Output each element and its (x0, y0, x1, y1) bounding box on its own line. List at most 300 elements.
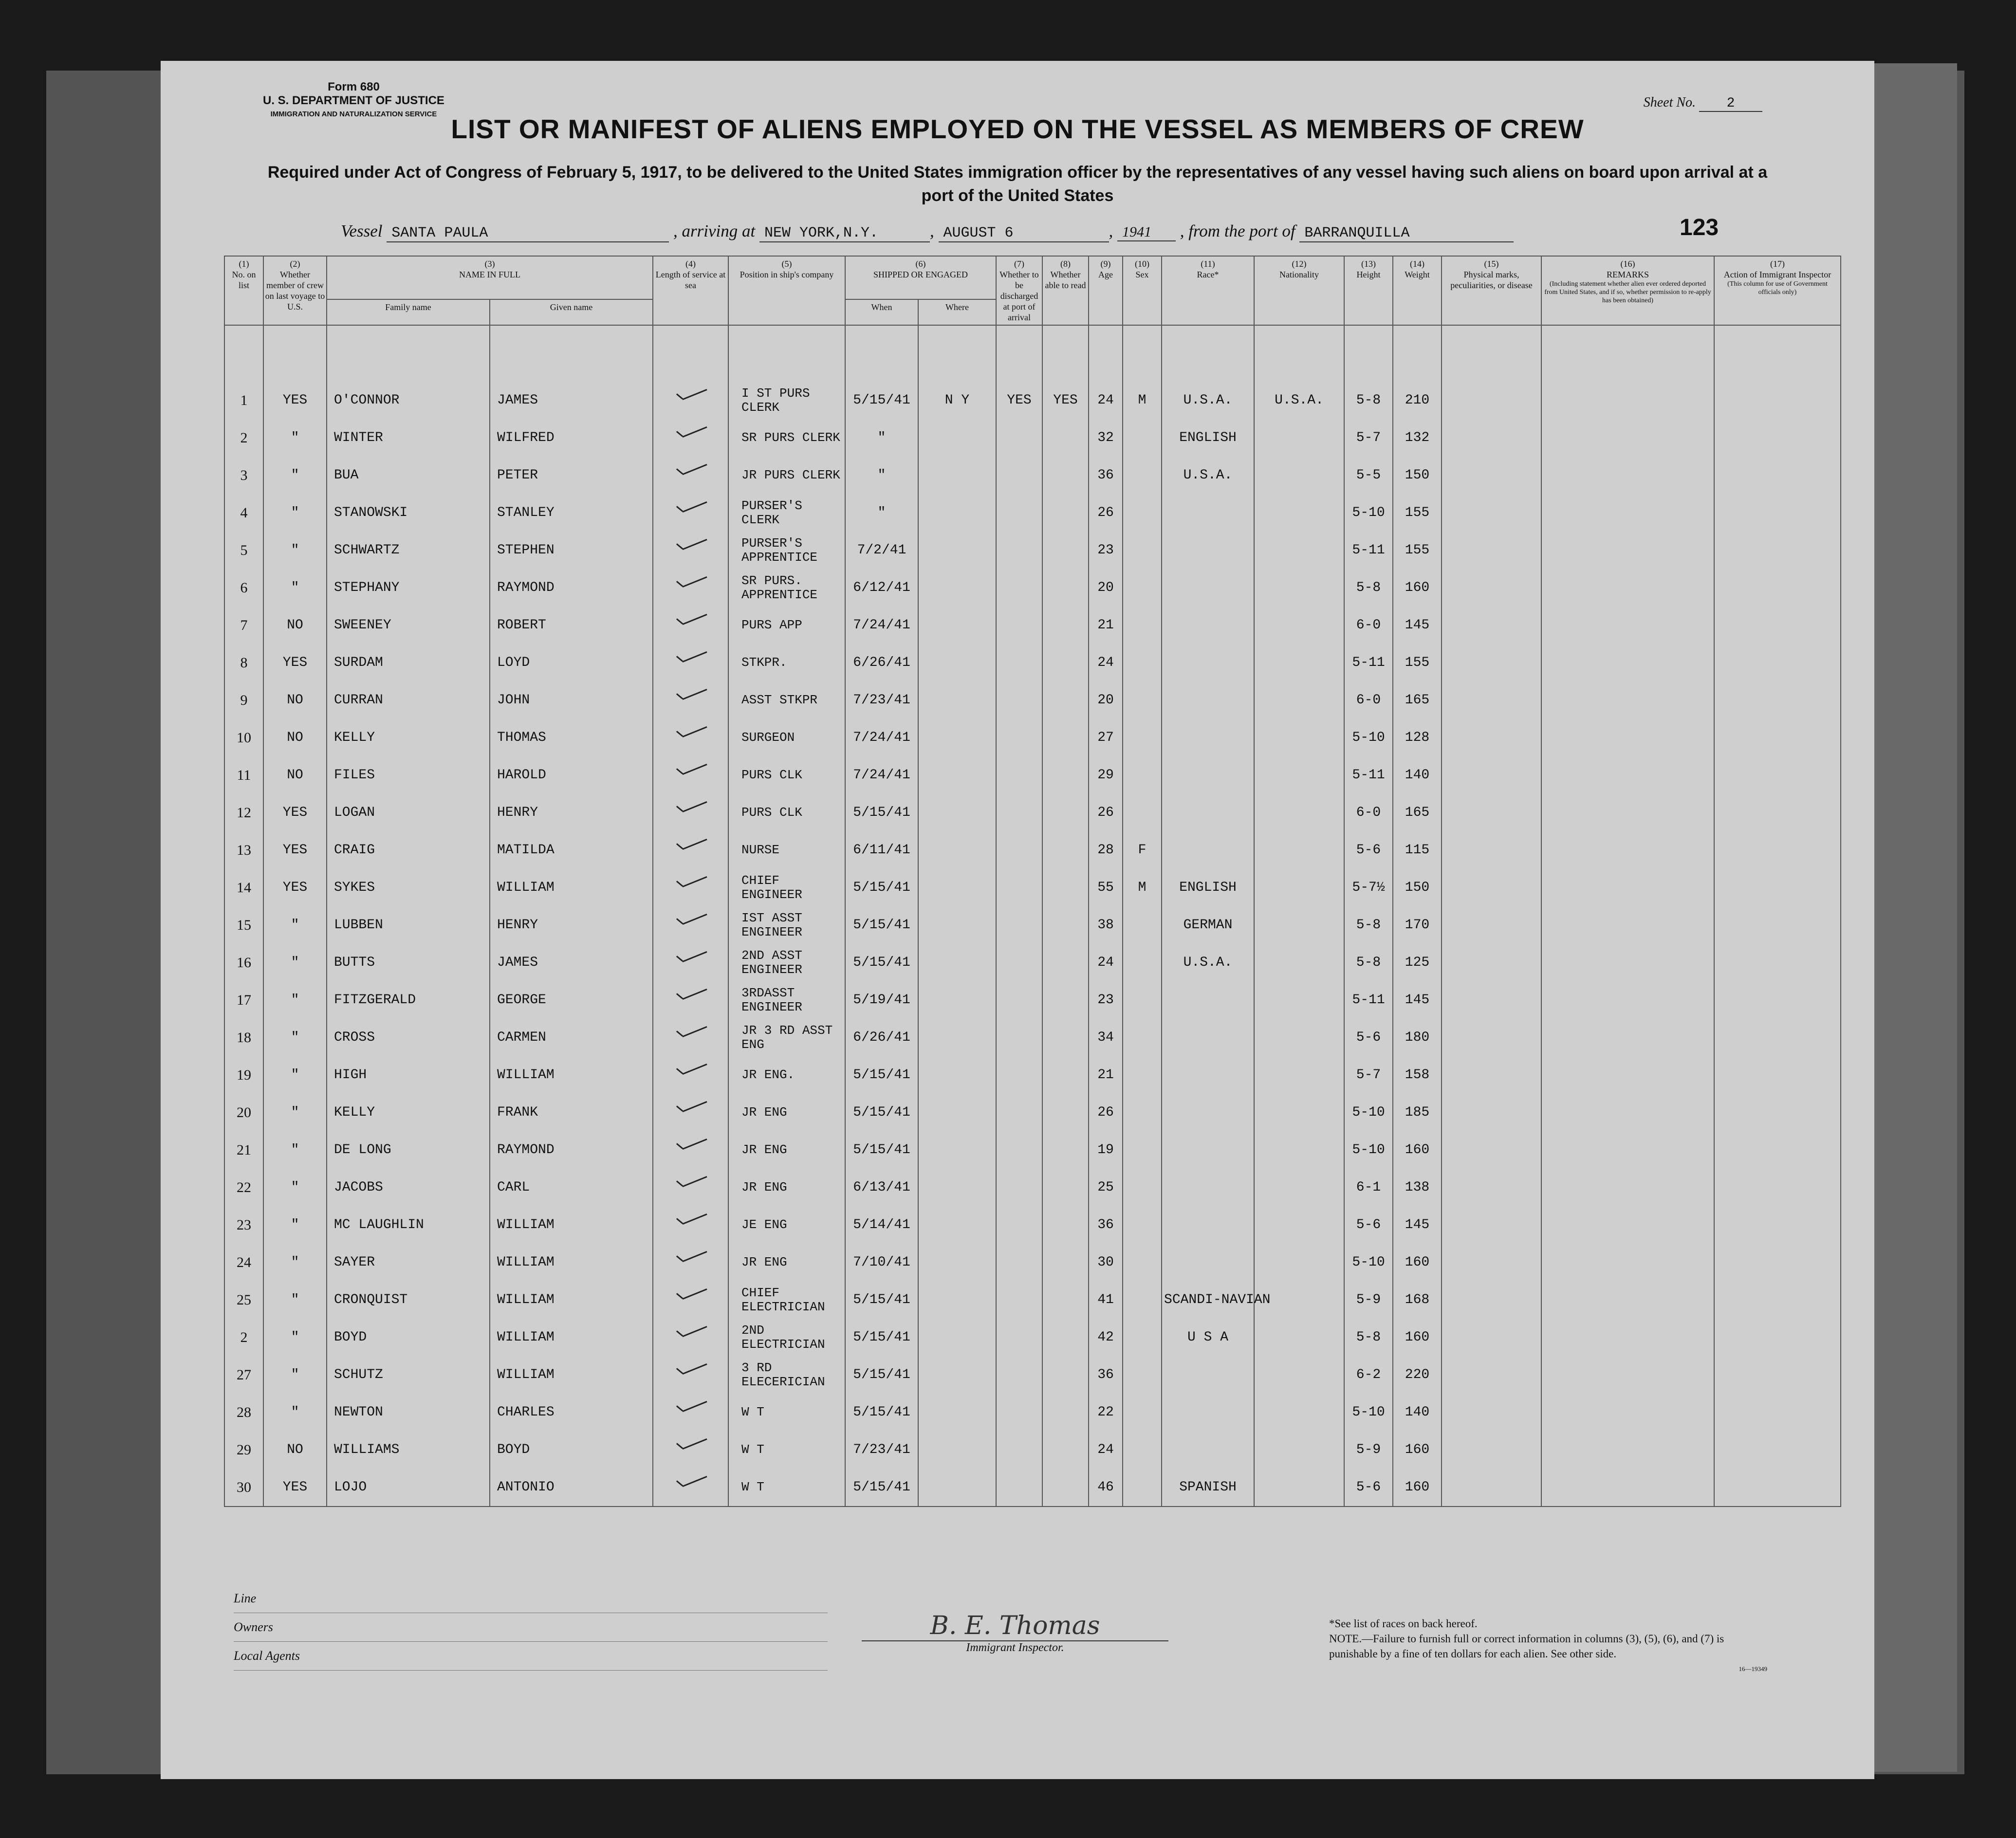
family-name: SYKES (327, 869, 490, 906)
sex (1123, 794, 1162, 831)
remarks (1541, 1094, 1714, 1131)
row-number: 24 (224, 1244, 263, 1281)
prev-voyage: " (263, 1244, 327, 1281)
row-number: 25 (224, 1281, 263, 1319)
height: 5-7½ (1344, 869, 1393, 906)
given-name: PETER (490, 457, 653, 494)
family-name: FITZGERALD (327, 981, 490, 1019)
weight: 145 (1393, 607, 1442, 644)
able-to-read (1042, 1056, 1089, 1094)
age: 21 (1089, 607, 1123, 644)
prev-voyage: " (263, 419, 327, 457)
remarks (1541, 1319, 1714, 1356)
inspector-action (1714, 906, 1841, 944)
race (1162, 494, 1254, 532)
service-check (653, 1356, 728, 1394)
service-check (653, 794, 728, 831)
able-to-read (1042, 981, 1089, 1019)
position: SR PURS. APPRENTICE (728, 569, 845, 607)
physical-marks (1442, 1131, 1541, 1169)
row-number: 23 (224, 1206, 263, 1244)
position: SURGEON (728, 719, 845, 756)
position: ASST STKPR (728, 681, 845, 719)
physical-marks (1442, 457, 1541, 494)
position: JR ENG. (728, 1056, 845, 1094)
shipped-where (918, 1019, 996, 1056)
race: ENGLISH (1162, 419, 1254, 457)
height: 5-10 (1344, 1131, 1393, 1169)
inspector-action (1714, 1281, 1841, 1319)
position: 3 RD ELECERICIAN (728, 1356, 845, 1394)
inspector-action (1714, 1169, 1841, 1206)
family-name: CURRAN (327, 681, 490, 719)
shipped-where (918, 607, 996, 644)
age: 20 (1089, 681, 1123, 719)
sex (1123, 644, 1162, 681)
race (1162, 719, 1254, 756)
position: SR PURS CLERK (728, 419, 845, 457)
shipped-where (918, 1469, 996, 1507)
crew-row (224, 944, 1841, 981)
service-check (653, 1431, 728, 1469)
position: JR ENG (728, 1169, 845, 1206)
weight: 160 (1393, 1431, 1442, 1469)
check-mark-icon (676, 768, 706, 778)
prev-voyage: " (263, 1094, 327, 1131)
family-name: SCHUTZ (327, 1356, 490, 1394)
crew-row (224, 1244, 1841, 1281)
shipped-where (918, 681, 996, 719)
shipped-where (918, 1319, 996, 1356)
remarks (1541, 1019, 1714, 1056)
weight: 210 (1393, 382, 1442, 419)
weight: 138 (1393, 1169, 1442, 1206)
race (1162, 532, 1254, 569)
age: 26 (1089, 494, 1123, 532)
family-name: CRAIG (327, 831, 490, 869)
shipped-where (918, 494, 996, 532)
shipped-where (918, 1244, 996, 1281)
crew-row (224, 1469, 1841, 1507)
discharge (996, 1431, 1042, 1469)
prev-voyage: " (263, 906, 327, 944)
weight: 140 (1393, 1394, 1442, 1431)
row-number: 4 (224, 494, 263, 532)
remarks (1541, 906, 1714, 944)
row-number: 19 (224, 1056, 263, 1094)
remarks (1541, 756, 1714, 794)
physical-marks (1442, 1431, 1541, 1469)
row-number: 16 (224, 944, 263, 981)
sex (1123, 569, 1162, 607)
given-name: WILLIAM (490, 869, 653, 906)
inspector-caption: Immigrant Inspector. (966, 1641, 1064, 1654)
service-check (653, 1019, 728, 1056)
crew-row (224, 419, 1841, 457)
check-mark-icon (676, 1105, 706, 1116)
sex (1123, 944, 1162, 981)
discharge (996, 1469, 1042, 1507)
race (1162, 1356, 1254, 1394)
family-name: SURDAM (327, 644, 490, 681)
age: 34 (1089, 1019, 1123, 1056)
nationality (1254, 794, 1344, 831)
crew-row (224, 1206, 1841, 1244)
age: 24 (1089, 1431, 1123, 1469)
inspector-action (1714, 1131, 1841, 1169)
weight: 150 (1393, 869, 1442, 906)
height: 5-8 (1344, 944, 1393, 981)
height: 5-10 (1344, 1394, 1393, 1431)
shipped-when: 6/11/41 (845, 831, 918, 869)
shipped-when: 7/24/41 (845, 719, 918, 756)
inspector-signature: B. E. Thomas (862, 1611, 1168, 1641)
height: 5-8 (1344, 382, 1393, 419)
age: 24 (1089, 382, 1123, 419)
race (1162, 1019, 1254, 1056)
service-check (653, 981, 728, 1019)
physical-marks (1442, 1056, 1541, 1094)
check-mark-icon (676, 993, 706, 1003)
remarks (1541, 1206, 1714, 1244)
nationality (1254, 419, 1344, 457)
races-note: *See list of races on back hereof. (1329, 1617, 1478, 1630)
col-position-header: (5) Position in ship's company (728, 256, 845, 325)
check-mark-icon (676, 693, 706, 703)
position: 3RDASST ENGINEER (728, 981, 845, 1019)
family-name: LOJO (327, 1469, 490, 1507)
col-remarks-header: (16) REMARKS (Including statement whether alien ever ordered deported from United States, and if so, whether permission to re-apply has been obtained) (1541, 256, 1714, 325)
col-nationality-header: (12) Nationality (1254, 256, 1344, 325)
age: 30 (1089, 1244, 1123, 1281)
weight: 165 (1393, 681, 1442, 719)
service-check (653, 831, 728, 869)
crew-row (224, 831, 1841, 869)
physical-marks (1442, 494, 1541, 532)
nationality (1254, 1206, 1344, 1244)
given-name: CHARLES (490, 1394, 653, 1431)
inspector-action (1714, 756, 1841, 794)
nationality (1254, 681, 1344, 719)
position: JE ENG (728, 1206, 845, 1244)
position: JR ENG (728, 1244, 845, 1281)
race (1162, 1056, 1254, 1094)
inspector-action (1714, 1469, 1841, 1507)
service-check (653, 607, 728, 644)
inspector-action (1714, 1206, 1841, 1244)
inspector-action (1714, 944, 1841, 981)
family-name: SAYER (327, 1244, 490, 1281)
manifest-sheet (161, 61, 1874, 1779)
age: 36 (1089, 1356, 1123, 1394)
row-number: 15 (224, 906, 263, 944)
prev-voyage: " (263, 1356, 327, 1394)
weight: 115 (1393, 831, 1442, 869)
sex (1123, 1319, 1162, 1356)
shipped-where (918, 1281, 996, 1319)
race (1162, 681, 1254, 719)
col-service-header: (4) Length of service at sea (653, 256, 728, 325)
remarks (1541, 981, 1714, 1019)
able-to-read (1042, 1281, 1089, 1319)
row-number: 22 (224, 1169, 263, 1206)
row-number: 11 (224, 756, 263, 794)
age: 22 (1089, 1394, 1123, 1431)
able-to-read (1042, 1206, 1089, 1244)
shipped-where (918, 532, 996, 569)
check-mark-icon (676, 618, 706, 628)
remarks (1541, 1281, 1714, 1319)
crew-row (224, 1169, 1841, 1206)
prev-voyage: NO (263, 756, 327, 794)
nationality: U.S.A. (1254, 382, 1344, 419)
height: 5-6 (1344, 1206, 1393, 1244)
check-mark-icon (676, 805, 706, 816)
able-to-read: YES (1042, 382, 1089, 419)
given-name: WILLIAM (490, 1206, 653, 1244)
given-name: JAMES (490, 382, 653, 419)
age: 19 (1089, 1131, 1123, 1169)
family-name: DE LONG (327, 1131, 490, 1169)
remarks (1541, 1056, 1714, 1094)
position: 2ND ASST ENGINEER (728, 944, 845, 981)
crew-row (224, 794, 1841, 831)
crew-row (224, 1431, 1841, 1469)
height: 5-7 (1344, 1056, 1393, 1094)
prev-voyage: NO (263, 681, 327, 719)
weight: 132 (1393, 419, 1442, 457)
race: SCANDI-NAVIAN (1162, 1281, 1254, 1319)
form-number: Form 680 (328, 80, 380, 93)
able-to-read (1042, 1169, 1089, 1206)
inspector-action (1714, 1394, 1841, 1431)
given-name: ROBERT (490, 607, 653, 644)
shipped-when: 5/15/41 (845, 382, 918, 419)
sex: F (1123, 831, 1162, 869)
discharge (996, 1356, 1042, 1394)
height: 6-0 (1344, 607, 1393, 644)
race: U.S.A. (1162, 457, 1254, 494)
service-check (653, 1131, 728, 1169)
physical-marks (1442, 1281, 1541, 1319)
prev-voyage: " (263, 1281, 327, 1319)
sheet-number (1644, 95, 1762, 112)
physical-marks (1442, 756, 1541, 794)
inspector-action (1714, 532, 1841, 569)
remarks (1541, 869, 1714, 906)
able-to-read (1042, 1319, 1089, 1356)
service-check (653, 644, 728, 681)
remarks (1541, 644, 1714, 681)
nationality (1254, 981, 1344, 1019)
col-age-header: (9) Age (1089, 256, 1123, 325)
crew-row (224, 869, 1841, 906)
service-check (653, 1094, 728, 1131)
discharge (996, 906, 1042, 944)
age: 26 (1089, 1094, 1123, 1131)
family-name: LOGAN (327, 794, 490, 831)
able-to-read (1042, 681, 1089, 719)
shipped-where (918, 719, 996, 756)
inspector-action (1714, 794, 1841, 831)
shipped-where (918, 1394, 996, 1431)
remarks (1541, 494, 1714, 532)
race (1162, 569, 1254, 607)
check-mark-icon (676, 1067, 706, 1078)
position: JR PURS CLERK (728, 457, 845, 494)
prev-voyage: " (263, 1394, 327, 1431)
crew-row (224, 1131, 1841, 1169)
shipped-when: 7/2/41 (845, 532, 918, 569)
given-name: GEORGE (490, 981, 653, 1019)
height: 5-10 (1344, 1244, 1393, 1281)
inspector-action (1714, 981, 1841, 1019)
physical-marks (1442, 719, 1541, 756)
race (1162, 1394, 1254, 1431)
age: 38 (1089, 906, 1123, 944)
shipped-when: 5/15/41 (845, 1131, 918, 1169)
inspector-action (1714, 719, 1841, 756)
shipped-when: 7/23/41 (845, 1431, 918, 1469)
physical-marks (1442, 906, 1541, 944)
nationality (1254, 1019, 1344, 1056)
service-check (653, 1169, 728, 1206)
service-check (653, 1056, 728, 1094)
line-label: Line (234, 1584, 828, 1613)
owners-label: Owners (234, 1613, 828, 1642)
remarks (1541, 1169, 1714, 1206)
race: GERMAN (1162, 906, 1254, 944)
weight: 155 (1393, 644, 1442, 681)
sex (1123, 1281, 1162, 1319)
check-mark-icon (676, 430, 706, 441)
age: 32 (1089, 419, 1123, 457)
race: U S A (1162, 1319, 1254, 1356)
inspector-action (1714, 607, 1841, 644)
sex (1123, 1094, 1162, 1131)
col-prev-voyage-header: (2) Whether member of crew on last voyage to U.S. (263, 256, 327, 325)
shipped-where (918, 1356, 996, 1394)
shipped-where (918, 794, 996, 831)
given-name: LOYD (490, 644, 653, 681)
remarks (1541, 532, 1714, 569)
check-mark-icon (676, 843, 706, 853)
shipped-when: 5/14/41 (845, 1206, 918, 1244)
shipped-where (918, 1206, 996, 1244)
family-name: STEPHANY (327, 569, 490, 607)
check-mark-icon (676, 1180, 706, 1191)
given-name: WILLIAM (490, 1281, 653, 1319)
family-name: FILES (327, 756, 490, 794)
row-number: 20 (224, 1094, 263, 1131)
race (1162, 981, 1254, 1019)
weight: 155 (1393, 532, 1442, 569)
document-subtitle: Required under Act of Congress of February 5, 1917, to be delivered to the United States immigration officer by the representatives of any vessel having such aliens on board upon arrival at a port of the United States (267, 163, 1768, 205)
position: NURSE (728, 831, 845, 869)
col-given-name-header: Given name (490, 299, 653, 325)
family-name: BUTTS (327, 944, 490, 981)
able-to-read (1042, 1469, 1089, 1507)
arrival-date: AUGUST 6 (939, 225, 1109, 242)
inspector-action (1714, 1431, 1841, 1469)
position: JR ENG (728, 1131, 845, 1169)
discharge (996, 607, 1042, 644)
shipped-when: 6/26/41 (845, 644, 918, 681)
shipped-where (918, 644, 996, 681)
height: 5-11 (1344, 756, 1393, 794)
position: W T (728, 1394, 845, 1431)
height: 5-5 (1344, 457, 1393, 494)
race (1162, 1131, 1254, 1169)
physical-marks (1442, 382, 1541, 419)
shipped-when: 7/23/41 (845, 681, 918, 719)
inspector-action (1714, 1319, 1841, 1356)
family-name: SCHWARTZ (327, 532, 490, 569)
service-check (653, 681, 728, 719)
row-number: 1 (224, 382, 263, 419)
given-name: HENRY (490, 906, 653, 944)
shipped-where (918, 906, 996, 944)
sex: M (1123, 869, 1162, 906)
shipped-where (918, 457, 996, 494)
col-family-name-header: Family name (327, 299, 490, 325)
sex (1123, 1056, 1162, 1094)
service-check (653, 569, 728, 607)
sex (1123, 1244, 1162, 1281)
department-name: U. S. DEPARTMENT OF JUSTICE (263, 94, 444, 107)
weight: 155 (1393, 494, 1442, 532)
service-check (653, 756, 728, 794)
race (1162, 794, 1254, 831)
remarks (1541, 607, 1714, 644)
height: 5-6 (1344, 1019, 1393, 1056)
position: PURS APP (728, 607, 845, 644)
remarks (1541, 457, 1714, 494)
able-to-read (1042, 1094, 1089, 1131)
nationality (1254, 1319, 1344, 1356)
nationality (1254, 1394, 1344, 1431)
able-to-read (1042, 1244, 1089, 1281)
age: 28 (1089, 831, 1123, 869)
position: JR 3 RD ASST ENG (728, 1019, 845, 1056)
row-number: 2 (224, 1319, 263, 1356)
col-physical-header: (15) Physical marks, peculiarities, or disease (1442, 256, 1541, 325)
position: PURS CLK (728, 794, 845, 831)
arrival-port: NEW YORK,N.Y. (759, 225, 930, 242)
physical-marks (1442, 681, 1541, 719)
given-name: WILFRED (490, 419, 653, 457)
physical-marks (1442, 644, 1541, 681)
service-check (653, 1319, 728, 1356)
height: 6-1 (1344, 1169, 1393, 1206)
weight: 168 (1393, 1281, 1442, 1319)
position: PURSER'S APPRENTICE (728, 532, 845, 569)
row-number: 13 (224, 831, 263, 869)
weight: 160 (1393, 1131, 1442, 1169)
document-title: LIST OR MANIFEST OF ALIENS EMPLOYED ON THE VESSEL AS MEMBERS OF CREW (451, 114, 1584, 144)
crew-row (224, 1019, 1841, 1056)
sex (1123, 607, 1162, 644)
race (1162, 831, 1254, 869)
discharge (996, 981, 1042, 1019)
page-number: 123 (1680, 215, 1719, 240)
check-mark-icon (676, 955, 706, 966)
shipped-where (918, 1131, 996, 1169)
nationality (1254, 1056, 1344, 1094)
physical-marks (1442, 981, 1541, 1019)
family-name: CROSS (327, 1019, 490, 1056)
family-name: O'CONNOR (327, 382, 490, 419)
